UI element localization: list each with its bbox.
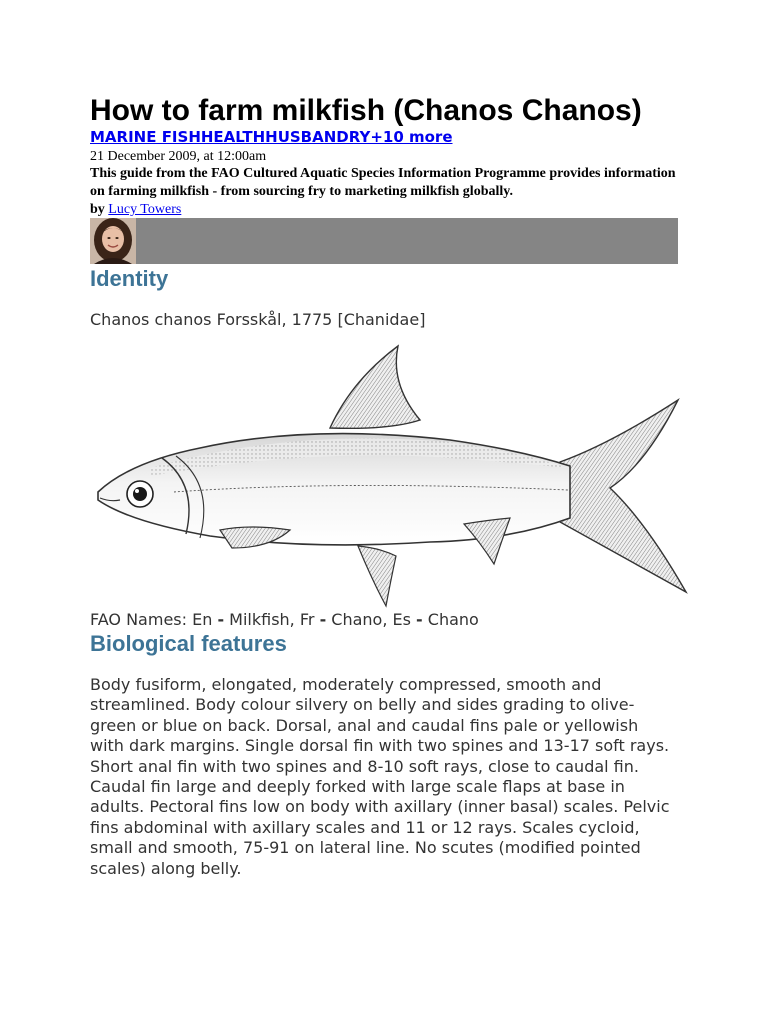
fao-separator: - — [416, 610, 423, 629]
fao-name-fr: Chano, Es — [326, 610, 417, 629]
milkfish-illustration — [90, 344, 690, 608]
by-label: by — [90, 202, 105, 217]
author-link[interactable]: Lucy Towers — [108, 202, 182, 217]
fao-names — [90, 610, 479, 630]
fao-name-es: Chano — [422, 610, 479, 629]
identity-heading: Identity — [90, 266, 169, 291]
page-title: How to farm milkfish (Chanos Chanos) — [90, 94, 642, 127]
fao-separator: - — [217, 610, 225, 629]
fao-name-en: Milkfish, Fr — [224, 610, 320, 629]
author-avatar[interactable] — [90, 218, 136, 264]
fao-separator: - — [319, 610, 327, 629]
article-intro: This guide from the FAO Cultured Aquatic Species Information Programme provides information on farming milkfish - from sourcing fry to marketing milkfish globally. — [90, 166, 676, 199]
biological-features-heading: Biological features — [90, 631, 287, 656]
publish-date: 21 December 2009, at 12:00am — [90, 149, 267, 164]
biological-features-text: Body fusiform, elongated, moderately compressed, smooth and streamlined. Body colour silvery on belly and sides grading to olive-green or blue on back. Dorsal, anal and caudal fins pale or yellowish with dark margins. Single dorsal fin with two spines and 13-17 soft rays. Short anal fin with two spines and 8-10 soft rays, close to caudal fin. Caudal fin large and deeply forked with large scale flaps at base in adults. Pectoral fins low on body with axillary (inner basal) scales. Pelvic fins abdominal with axillary scales and 11 or 12 rays. Scales cycloid, small and smooth, 75-91 on lateral line. No scutes (modified pointed scales) along belly. — [90, 675, 670, 878]
author-banner — [90, 218, 678, 264]
fao-prefix: FAO Names: En — [90, 610, 218, 629]
species-name: Chanos chanos Forsskål, 1775 [Chanidae] — [90, 310, 426, 329]
byline — [90, 201, 181, 219]
tags-link[interactable]: MARINE FISHHEALTHHUSBANDRY+10 more — [90, 128, 453, 146]
